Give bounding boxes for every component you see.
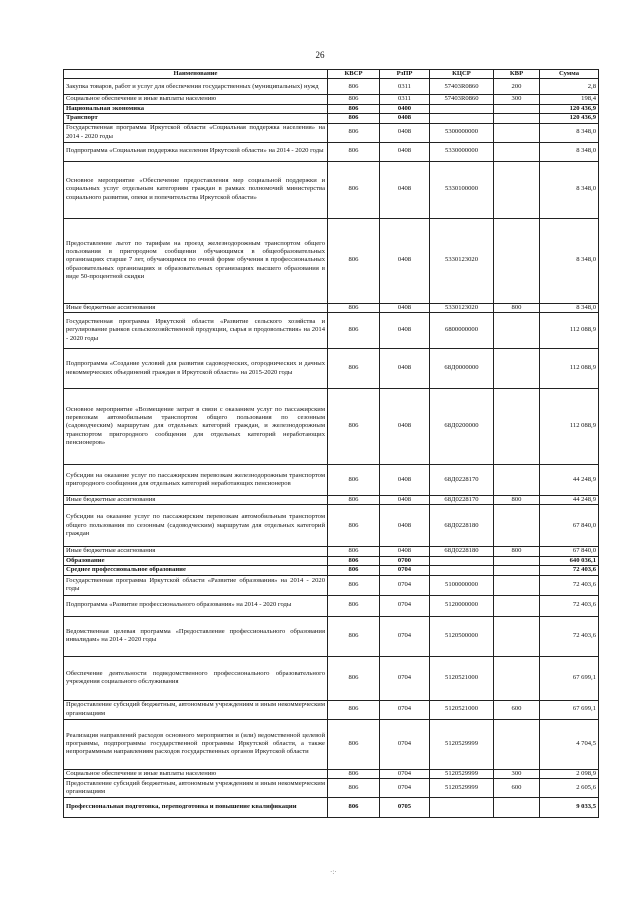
cell-sum: 8 348,0	[540, 161, 599, 218]
cell-kvsr: 806	[328, 465, 380, 496]
cell-sum: 198,4	[540, 95, 599, 104]
cell-rzpr: 0311	[380, 79, 430, 95]
cell-kcsr: 68Д0228170	[430, 496, 494, 505]
cell-kcsr: 6800000000	[430, 313, 494, 349]
cell-name: Субсидии на оказание услуг по пассажирским перевозкам автомобильным транспортом общего пользования по сезонным (садоводческим) маршрутам для отдельных категорий граждан	[64, 505, 328, 547]
cell-kcsr: 5120000000	[430, 595, 494, 616]
cell-name: Социальное обеспечение и иные выплаты населению	[64, 95, 328, 104]
cell-rzpr: 0408	[380, 547, 430, 556]
cell-sum: 8 348,0	[540, 142, 599, 161]
cell-sum: 44 248,9	[540, 496, 599, 505]
cell-name: Основное мероприятие «Обеспечение предоставления мер социальной поддержки и социальных услуг отдельным категориям граждан в рамках полномочий министерства социального развития, опеки и попечительства Иркутской области»	[64, 161, 328, 218]
cell-kvr: 800	[494, 303, 540, 312]
table-row	[64, 656, 599, 700]
cell-rzpr: 0704	[380, 700, 430, 719]
budget-table	[63, 69, 599, 818]
cell-kvr	[494, 616, 540, 656]
cell-name: Реализация направлений расходов основного мероприятия и (или) ведомственной целевой программы, подпрограммы государственной программы Иркутской области, а также непрограммным направлениям расходов государственных органов Иркутской области	[64, 719, 328, 769]
header-kcsr: КЦСР	[430, 70, 494, 79]
cell-rzpr: 0408	[380, 142, 430, 161]
cell-rzpr: 0704	[380, 656, 430, 700]
cell-name: Иные бюджетные ассигнования	[64, 547, 328, 556]
cell-rzpr: 0704	[380, 595, 430, 616]
cell-kcsr: 5330123020	[430, 218, 494, 303]
cell-rzpr: 0408	[380, 349, 430, 389]
cell-kvsr: 806	[328, 566, 380, 575]
cell-sum: 2 605,6	[540, 779, 599, 798]
cell-kcsr	[430, 556, 494, 565]
cell-kvsr: 806	[328, 313, 380, 349]
cell-sum: 67 840,0	[540, 547, 599, 556]
cell-rzpr: 0408	[380, 313, 430, 349]
cell-sum: 67 699,1	[540, 700, 599, 719]
cell-rzpr: 0408	[380, 505, 430, 547]
cell-kvr	[494, 313, 540, 349]
cell-rzpr: 0408	[380, 496, 430, 505]
cell-kvr	[494, 556, 540, 565]
cell-kvr	[494, 114, 540, 123]
cell-kvsr: 806	[328, 547, 380, 556]
cell-rzpr: 0408	[380, 465, 430, 496]
cell-rzpr: 0704	[380, 566, 430, 575]
cell-kvr: 800	[494, 547, 540, 556]
cell-kvsr: 806	[328, 123, 380, 142]
cell-name: Образование	[64, 556, 328, 565]
cell-kvr	[494, 104, 540, 113]
table-row	[64, 496, 599, 505]
cell-sum: 8 348,0	[540, 218, 599, 303]
cell-kvr	[494, 218, 540, 303]
cell-kcsr	[430, 104, 494, 113]
cell-sum: 120 436,9	[540, 104, 599, 113]
cell-rzpr: 0400	[380, 104, 430, 113]
cell-sum: 640 036,1	[540, 556, 599, 565]
table-row	[64, 79, 599, 95]
header-kvsr: КВСР	[328, 70, 380, 79]
cell-kcsr: 5120529999	[430, 779, 494, 798]
cell-kcsr: 68Д0228180	[430, 547, 494, 556]
cell-kvr	[494, 389, 540, 465]
cell-kvr	[494, 505, 540, 547]
table-row	[64, 575, 599, 595]
table-row	[64, 123, 599, 142]
cell-sum: 67 840,0	[540, 505, 599, 547]
cell-kcsr: 68Д0228170	[430, 465, 494, 496]
cell-kvr	[494, 349, 540, 389]
cell-name: Государственная программа Иркутской области «Развитие образования» на 2014 - 2020 годы	[64, 575, 328, 595]
cell-sum: 120 436,9	[540, 114, 599, 123]
cell-kvr	[494, 595, 540, 616]
table-row	[64, 505, 599, 547]
cell-kvsr: 806	[328, 798, 380, 818]
cell-kvr: 800	[494, 496, 540, 505]
table-row	[64, 547, 599, 556]
cell-kcsr: 68Д0000000	[430, 349, 494, 389]
table-row	[64, 389, 599, 465]
cell-kvsr: 806	[328, 161, 380, 218]
cell-kvr	[494, 465, 540, 496]
cell-name: Подпрограмма «Создание условий для развития садоводческих, огороднических и дачных некоммерческих объединений граждан в Иркутской области» на 2015-2020 годы	[64, 349, 328, 389]
cell-name: Подпрограмма «Социальная поддержка населения Иркутской области» на 2014 - 2020 годы	[64, 142, 328, 161]
cell-kcsr: 57403R0860	[430, 95, 494, 104]
table-row	[64, 465, 599, 496]
cell-kvsr: 806	[328, 496, 380, 505]
scan-mark: ·:·	[330, 868, 337, 876]
table-row	[64, 566, 599, 575]
cell-kcsr	[430, 798, 494, 818]
table-row	[64, 114, 599, 123]
cell-kvr: 600	[494, 779, 540, 798]
cell-sum: 112 088,9	[540, 349, 599, 389]
cell-kcsr: 68Д0200000	[430, 389, 494, 465]
cell-kcsr: 5300000000	[430, 123, 494, 142]
table-row	[64, 104, 599, 113]
cell-name: Среднее профессиональное образование	[64, 566, 328, 575]
cell-kvsr: 806	[328, 389, 380, 465]
table-row	[64, 556, 599, 565]
cell-kvr	[494, 575, 540, 595]
cell-kvsr: 806	[328, 79, 380, 95]
cell-name: Подпрограмма «Развитие профессионального образования» на 2014 - 2020 годы	[64, 595, 328, 616]
cell-sum: 2,8	[540, 79, 599, 95]
cell-rzpr: 0408	[380, 303, 430, 312]
table-row	[64, 313, 599, 349]
cell-kvsr: 806	[328, 349, 380, 389]
table-row	[64, 349, 599, 389]
cell-name: Транспорт	[64, 114, 328, 123]
cell-rzpr: 0408	[380, 218, 430, 303]
cell-kvsr: 806	[328, 104, 380, 113]
table-row	[64, 218, 599, 303]
cell-rzpr: 0704	[380, 575, 430, 595]
cell-name: Государственная программа Иркутской области «Развитие сельского хозяйства и регулирование рынков сельскохозяйственной продукции, сырья и продовольствия» на 2014 - 2020 годы	[64, 313, 328, 349]
cell-kvsr: 806	[328, 95, 380, 104]
header-rzpr: РзПР	[380, 70, 430, 79]
cell-kvsr: 806	[328, 700, 380, 719]
cell-rzpr: 0704	[380, 769, 430, 778]
cell-sum: 9 033,5	[540, 798, 599, 818]
cell-kcsr: 5120529999	[430, 769, 494, 778]
cell-name: Закупка товаров, работ и услуг для обеспечения государственных (муниципальных) нужд	[64, 79, 328, 95]
header-kvr: КВР	[494, 70, 540, 79]
cell-kvr	[494, 566, 540, 575]
cell-rzpr: 0408	[380, 389, 430, 465]
cell-sum: 72 403,6	[540, 616, 599, 656]
cell-name: Ведомственная целевая программа «Предоставление профессионального образования инвалидам» на 2014 - 2020 годы	[64, 616, 328, 656]
cell-kvsr: 806	[328, 142, 380, 161]
table-row	[64, 779, 599, 798]
cell-kvsr: 806	[328, 595, 380, 616]
cell-kcsr: 5100000000	[430, 575, 494, 595]
cell-name: Национальная экономика	[64, 104, 328, 113]
cell-sum: 44 248,9	[540, 465, 599, 496]
cell-kcsr: 5330123020	[430, 303, 494, 312]
table-row	[64, 616, 599, 656]
cell-rzpr: 0408	[380, 161, 430, 218]
cell-kvsr: 806	[328, 779, 380, 798]
cell-sum: 112 088,9	[540, 389, 599, 465]
cell-name: Иные бюджетные ассигнования	[64, 303, 328, 312]
cell-rzpr: 0408	[380, 114, 430, 123]
cell-kvr	[494, 719, 540, 769]
table-row	[64, 95, 599, 104]
cell-name: Субсидии на оказание услуг по пассажирским перевозкам железнодорожным транспортом пригородного сообщения для отдельных категорий неработающих пенсионеров	[64, 465, 328, 496]
cell-name: Профессиональная подготовка, переподготовка и повышение квалификации	[64, 798, 328, 818]
cell-kvsr: 806	[328, 575, 380, 595]
cell-kvr: 600	[494, 700, 540, 719]
cell-sum: 8 348,0	[540, 303, 599, 312]
cell-name: Предоставление субсидий бюджетным, автономным учреждениям и иным некоммерческим организациям	[64, 700, 328, 719]
table-header-row	[64, 70, 599, 79]
cell-kvsr: 806	[328, 303, 380, 312]
table-row	[64, 798, 599, 818]
cell-kvsr: 806	[328, 769, 380, 778]
cell-kvr	[494, 142, 540, 161]
cell-sum: 4 704,5	[540, 719, 599, 769]
cell-sum: 72 403,6	[540, 575, 599, 595]
cell-kcsr	[430, 114, 494, 123]
cell-kvr: 200	[494, 79, 540, 95]
cell-sum: 2 098,9	[540, 769, 599, 778]
cell-name: Предоставление субсидий бюджетным, автономным учреждениям и иным некоммерческим организациям	[64, 779, 328, 798]
cell-kcsr: 68Д0228180	[430, 505, 494, 547]
cell-kvr: 300	[494, 95, 540, 104]
cell-kcsr: 5120529999	[430, 719, 494, 769]
cell-kcsr: 5120500000	[430, 616, 494, 656]
cell-kvr	[494, 123, 540, 142]
cell-name: Обеспечение деятельности подведомственного профессионального образовательного учреждения социального обслуживания	[64, 656, 328, 700]
header-sum: Сумма	[540, 70, 599, 79]
table-row	[64, 161, 599, 218]
cell-kcsr: 5120521000	[430, 700, 494, 719]
cell-kvsr: 806	[328, 505, 380, 547]
cell-rzpr: 0700	[380, 556, 430, 565]
cell-name: Предоставление льгот по тарифам на проезд железнодорожным транспортом общего пользования в пригородном сообщении обучающимся в общеобразовательных организациях старше 7 лет, обучающимся по очной форме обучения в профессиональных образовательных организациях и образовательных организациях высшего образования в виде 50-процентной скидки	[64, 218, 328, 303]
table-row	[64, 303, 599, 312]
cell-kvsr: 806	[328, 114, 380, 123]
table-row	[64, 769, 599, 778]
cell-kvr	[494, 161, 540, 218]
header-name: Наименование	[64, 70, 328, 79]
page-number: 26	[315, 50, 325, 60]
cell-rzpr: 0704	[380, 719, 430, 769]
cell-sum: 72 403,6	[540, 566, 599, 575]
cell-sum: 72 403,6	[540, 595, 599, 616]
cell-rzpr: 0704	[380, 779, 430, 798]
cell-name: Основное мероприятие «Возмещение затрат в связи с оказанием услуг по пассажирским перевозкам автомобильным транспортом общего пользования по сезонным (садоводческим) маршрутам для отдельных категорий граждан, и железнодорожным транспортом пригородного сообщения для отдельных категорий неработающих пенсионеров»	[64, 389, 328, 465]
cell-kcsr: 5330000000	[430, 142, 494, 161]
table-row	[64, 700, 599, 719]
cell-name: Государственная программа Иркутской области «Социальная поддержка населения» на 2014 - 2020 годы	[64, 123, 328, 142]
cell-sum: 67 699,1	[540, 656, 599, 700]
cell-kcsr: 5330100000	[430, 161, 494, 218]
cell-sum: 8 348,0	[540, 123, 599, 142]
cell-kvsr: 806	[328, 656, 380, 700]
table-row	[64, 142, 599, 161]
cell-kvr: 300	[494, 769, 540, 778]
cell-kcsr: 57403R0860	[430, 79, 494, 95]
cell-kvsr: 806	[328, 218, 380, 303]
cell-kcsr: 5120521000	[430, 656, 494, 700]
cell-kvsr: 806	[328, 719, 380, 769]
cell-rzpr: 0311	[380, 95, 430, 104]
cell-sum: 112 088,9	[540, 313, 599, 349]
cell-kvsr: 806	[328, 556, 380, 565]
cell-name: Иные бюджетные ассигнования	[64, 496, 328, 505]
cell-name: Социальное обеспечение и иные выплаты населению	[64, 769, 328, 778]
cell-rzpr: 0704	[380, 616, 430, 656]
cell-kvr	[494, 656, 540, 700]
table-body	[64, 79, 599, 818]
table-row	[64, 719, 599, 769]
table-row	[64, 595, 599, 616]
cell-kvsr: 806	[328, 616, 380, 656]
cell-kcsr	[430, 566, 494, 575]
cell-kvr	[494, 798, 540, 818]
cell-rzpr: 0408	[380, 123, 430, 142]
cell-rzpr: 0705	[380, 798, 430, 818]
